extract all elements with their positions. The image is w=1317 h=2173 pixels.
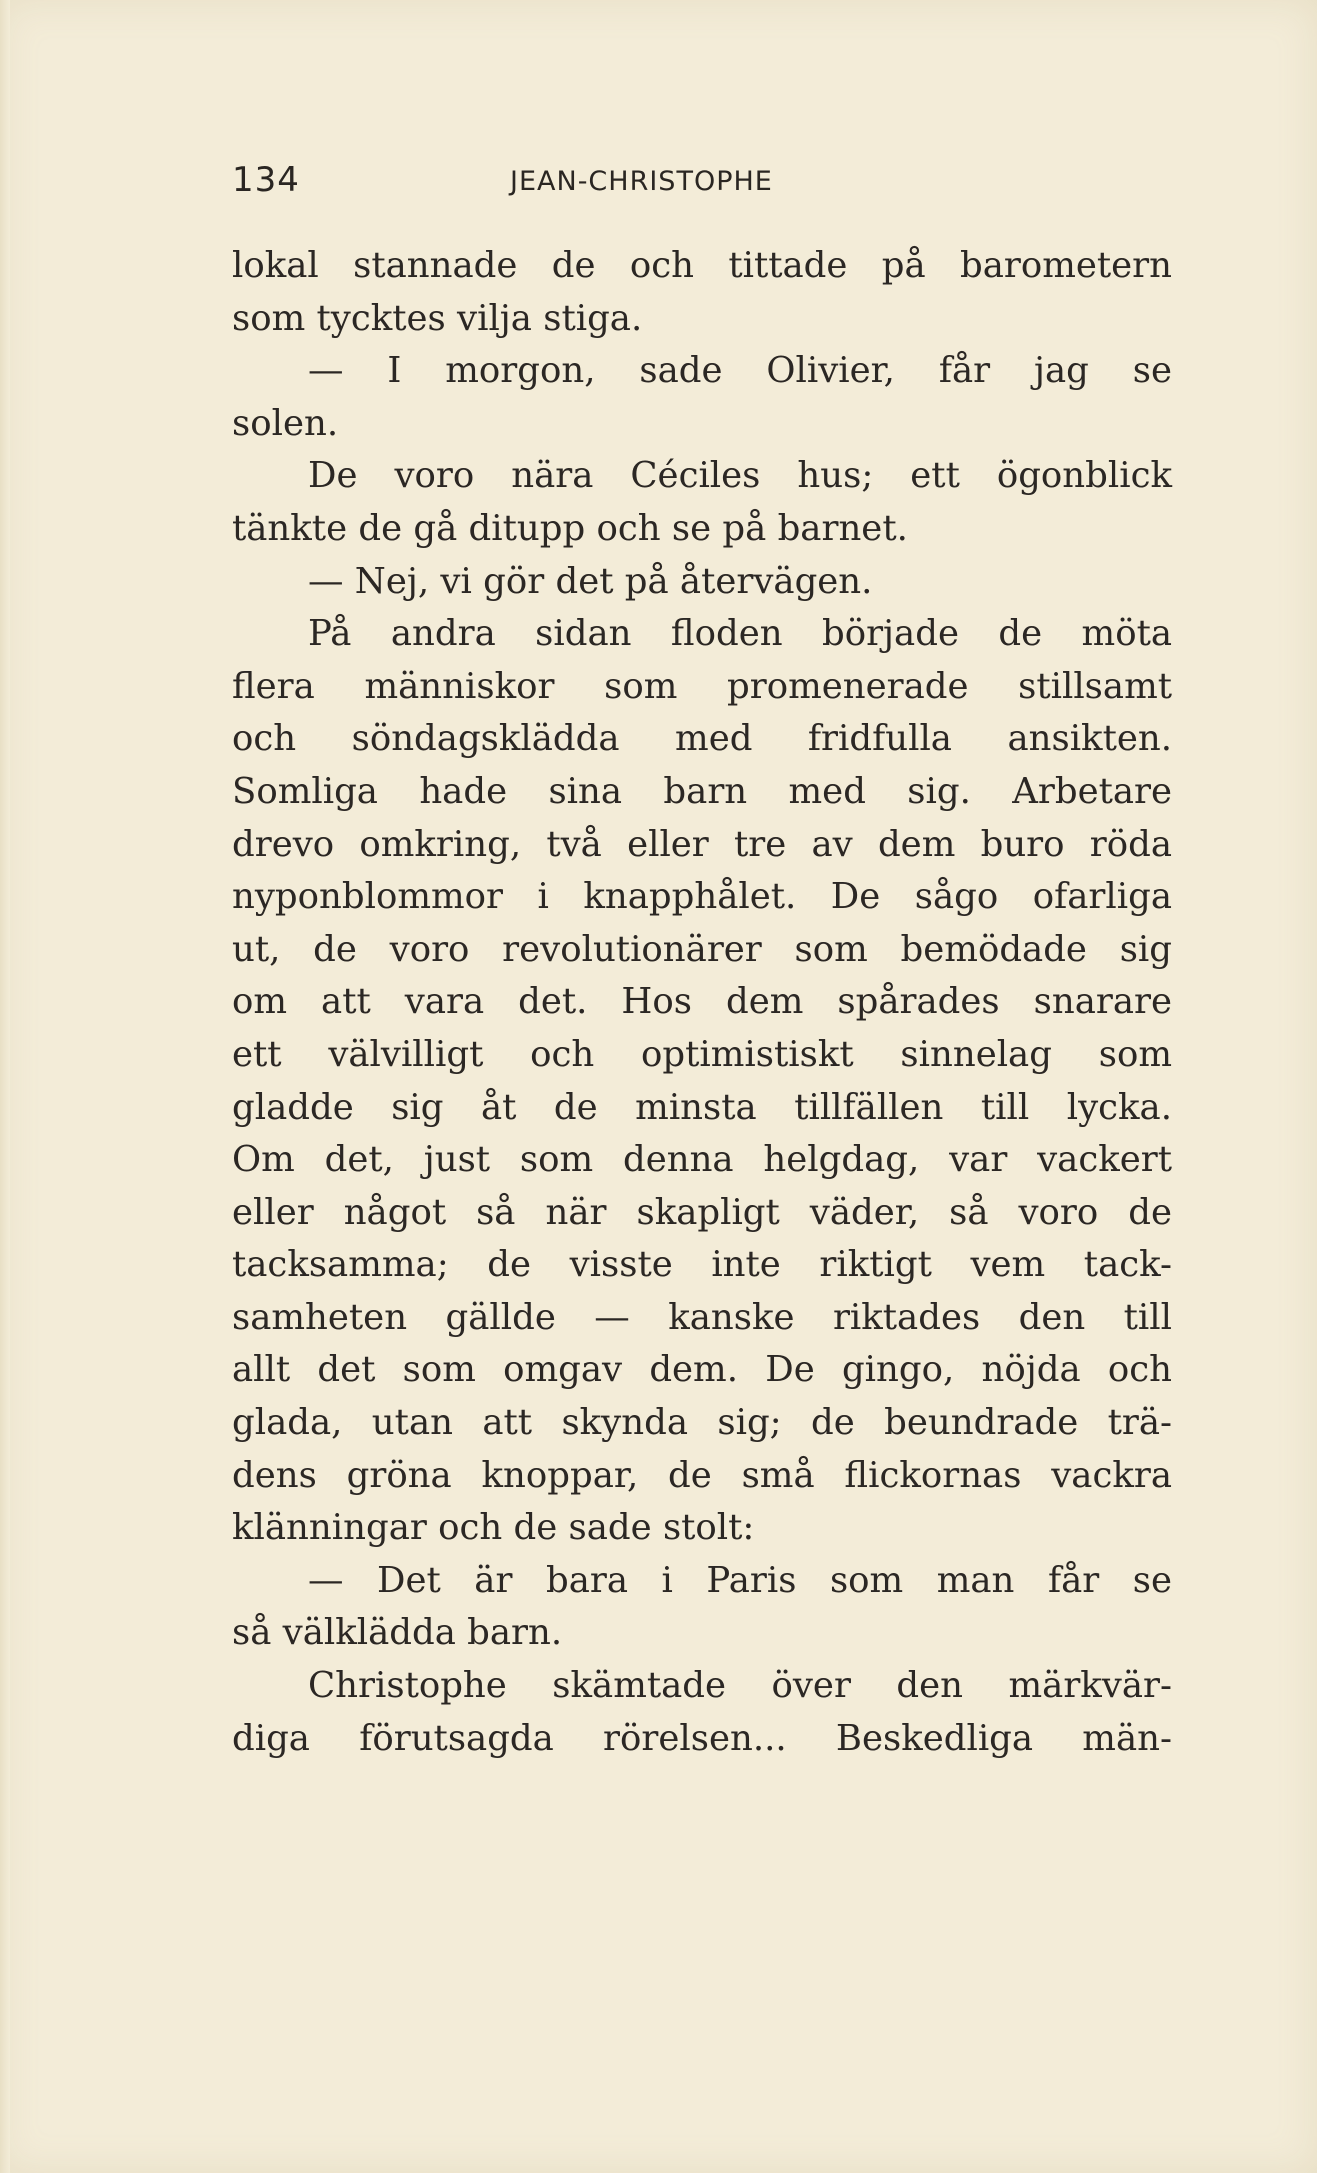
text-line: tacksamma; de visste inte riktigt vem tack- [232, 1244, 1172, 1286]
page-header [232, 160, 1172, 210]
text-line: — Det är bara i Paris som man får se [308, 1559, 1172, 1601]
text-line: tänkte de gå ditupp och se på barnet. [232, 507, 908, 549]
text-line: gladde sig åt de minsta tillfällen till lycka. [232, 1086, 1172, 1128]
text-line: nyponblommor i knapphålet. De sågo ofarliga [232, 876, 1172, 918]
text-line: ut, de voro revolutionärer som bemödade sig [232, 928, 1172, 970]
text-line: diga förutsagda rörelsen... Beskedliga män- [232, 1717, 1172, 1759]
body-text [232, 240, 1172, 1765]
text-line: flera människor som promenerade stillsamt [232, 665, 1172, 707]
text-line: ett välvilligt och optimistiskt sinnelag som [232, 1033, 1172, 1075]
text-line: så välklädda barn. [232, 1612, 563, 1654]
text-line: Om det, just som denna helgdag, var vackert [232, 1139, 1172, 1181]
text-line: glada, utan att skynda sig; de beundrade trä- [232, 1402, 1172, 1444]
text-line: eller något så när skapligt väder, så voro de [232, 1191, 1172, 1233]
page-number: 134 [232, 160, 300, 200]
text-line: lokal stannade de och tittade på barometern [232, 245, 1172, 286]
text-line: De voro nära Céciles hus; ett ögonblick [308, 455, 1172, 497]
text-line: drevo omkring, två eller tre av dem buro röda [232, 823, 1172, 865]
text-line: allt det som omgav dem. De gingo, nöjda och [232, 1349, 1172, 1391]
text-line: Somliga hade sina barn med sig. Arbetare [232, 770, 1172, 812]
text-line: dens gröna knoppar, de små flickornas vackra [232, 1454, 1172, 1496]
text-line: samheten gällde — kanske riktades den till [232, 1296, 1172, 1338]
text-line: om att vara det. Hos dem spårades snarare [232, 981, 1172, 1023]
text-line: Christophe skämtade över den märkvär- [308, 1665, 1172, 1707]
text-line: solen. [232, 402, 339, 444]
text-line: och söndagsklädda med fridfulla ansikten. [232, 718, 1172, 760]
text-line: som tycktes vilja stiga. [232, 297, 643, 339]
running-head: JEAN-CHRISTOPHE [510, 166, 773, 197]
text-line: — I morgon, sade Olivier, får jag se [308, 350, 1172, 392]
text-line: På andra sidan floden började de möta [308, 613, 1172, 655]
text-line: — Nej, vi gör det på återvägen. [308, 560, 873, 602]
page-edge [0, 0, 10, 2173]
text-line: klänningar och de sade stolt: [232, 1507, 755, 1549]
